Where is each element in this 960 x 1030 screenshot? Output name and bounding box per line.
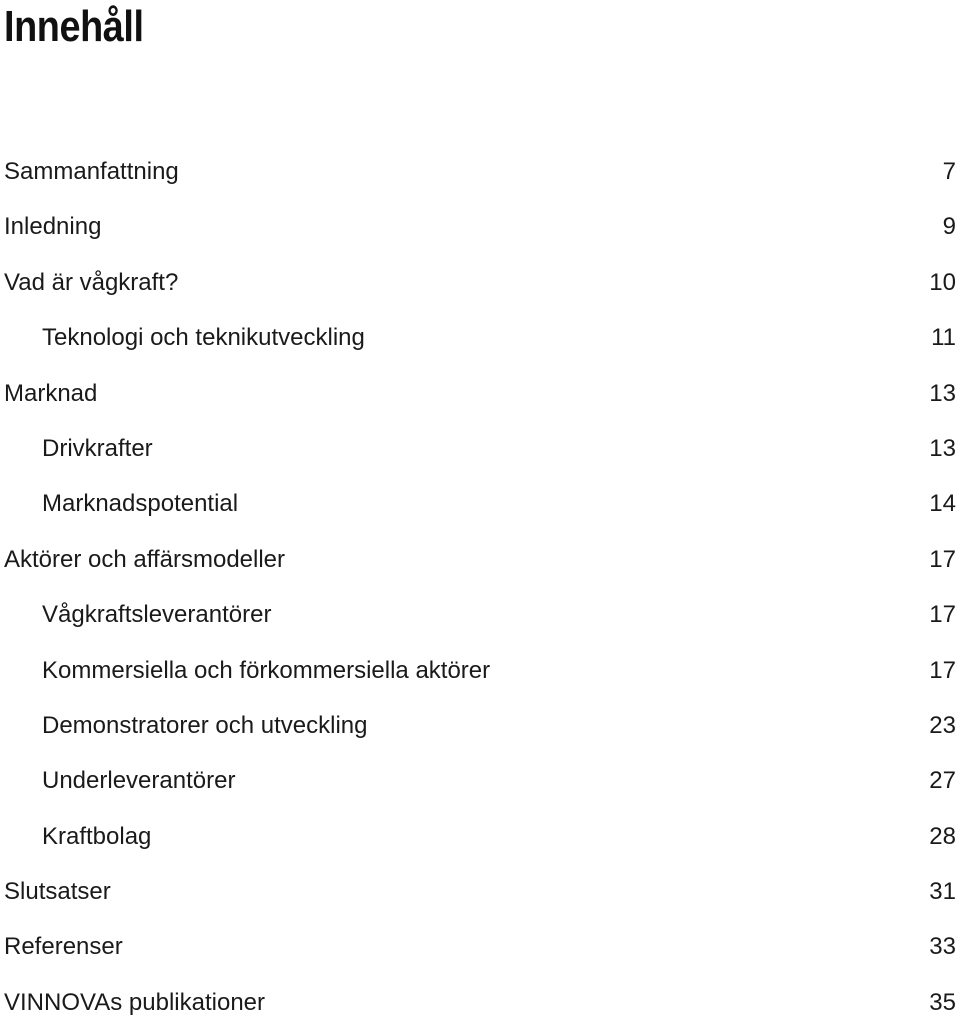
toc-entry-label: VINNOVAs publikationer [4, 988, 265, 1016]
toc-entry-page: 17 [929, 545, 956, 573]
toc-entry-teknologi[interactable] [0, 310, 960, 365]
toc-entry-referenser[interactable] [0, 919, 960, 974]
toc-entry-page: 31 [929, 878, 956, 906]
toc-entry-marknad[interactable] [0, 366, 960, 421]
toc-entry-page: 33 [929, 933, 956, 961]
toc-entry-label: Demonstratorer och utveckling [42, 711, 368, 739]
toc-entry-page: 23 [929, 711, 956, 739]
toc-entry-page: 14 [929, 490, 956, 518]
toc-entry-marknadspotential[interactable] [0, 476, 960, 531]
toc-entry-label: Slutsatser [4, 878, 111, 906]
toc-entry-page: 28 [929, 822, 956, 850]
table-of-contents [0, 144, 960, 1030]
toc-entry-label: Kraftbolag [42, 822, 152, 850]
toc-entry-label: Underleverantörer [42, 767, 236, 795]
toc-entry-label: Referenser [4, 933, 123, 961]
toc-entry-kommersiella[interactable] [0, 643, 960, 698]
toc-entry-page: 9 [942, 213, 956, 241]
toc-entry-page: 27 [929, 767, 956, 795]
toc-entry-vagkraftsleverantorer[interactable] [0, 587, 960, 642]
toc-entry-vad-ar-vagkraft[interactable] [0, 255, 960, 310]
toc-entry-label: Vågkraftsleverantörer [42, 601, 272, 629]
toc-entry-label: Aktörer och affärsmodeller [4, 545, 286, 573]
toc-entry-page: 35 [929, 988, 956, 1016]
toc-entry-label: Inledning [4, 213, 102, 241]
toc-entry-kraftbolag[interactable] [0, 809, 960, 864]
toc-entry-page: 17 [929, 601, 956, 629]
toc-entry-demonstratorer[interactable] [0, 698, 960, 753]
toc-entry-label: Drivkrafter [42, 434, 153, 462]
toc-entry-label: Marknad [4, 379, 98, 407]
toc-entry-label: Teknologi och teknikutveckling [42, 324, 365, 352]
toc-entry-inledning[interactable] [0, 199, 960, 254]
toc-entry-label: Sammanfattning [4, 158, 179, 185]
toc-entry-label: Kommersiella och förkommersiella aktörer [42, 656, 491, 684]
toc-entry-aktorer[interactable] [0, 532, 960, 587]
toc-entry-page: 10 [929, 268, 956, 296]
toc-entry-page: 7 [942, 158, 956, 185]
toc-entry-slutsatser[interactable] [0, 864, 960, 919]
toc-entry-sammanfattning[interactable] [0, 144, 960, 199]
toc-entry-underleverantorer[interactable] [0, 753, 960, 808]
toc-entry-page: 11 [931, 324, 956, 352]
toc-entry-label: Vad är vågkraft? [4, 268, 179, 296]
toc-entry-page: 13 [929, 434, 956, 462]
toc-entry-label: Marknadspotential [42, 490, 239, 518]
toc-entry-page: 17 [929, 656, 956, 684]
toc-entry-page: 13 [929, 379, 956, 407]
toc-entry-drivkrafter[interactable] [0, 421, 960, 476]
page-title: Innehåll [4, 2, 144, 51]
